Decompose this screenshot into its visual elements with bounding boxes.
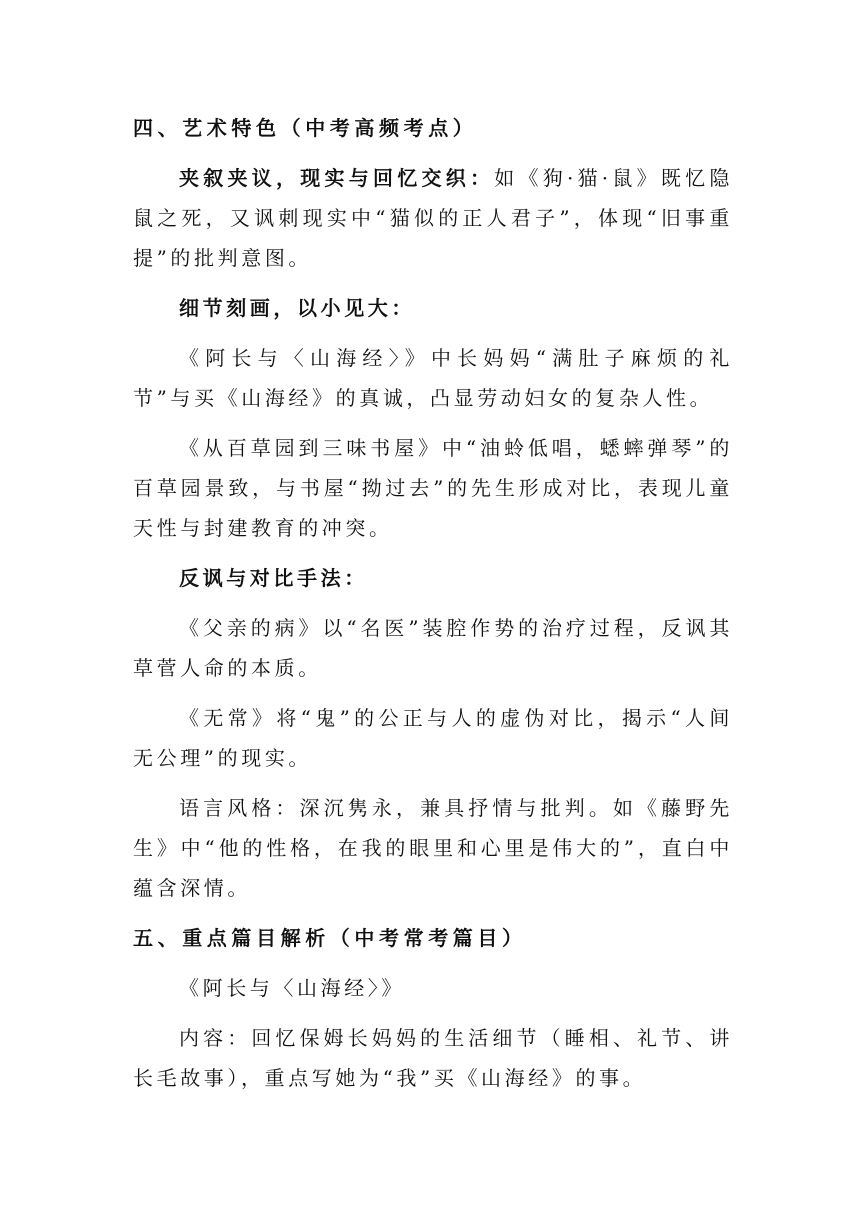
paragraph-wuchang-example: 《无常》将“鬼”的公正与人的虚伪对比，揭示“人间无公理”的现实。 <box>133 706 733 770</box>
section-heading-art-features: 四、艺术特色（中考高频考点） <box>133 116 478 140</box>
paragraph-content-summary: 内容：回忆保姆长妈妈的生活细节（睡相、礼节、讲长毛故事），重点写她为“我”买《山海经》的事。 <box>133 1026 733 1090</box>
paragraph-language-style: 语言风格：深沉隽永，兼具抒情与批判。如《藤野先生》中“他的性格，在我的眼里和心里是伟大的”，直白中蕴含深情。 <box>133 796 733 900</box>
document-page <box>133 108 733 1108</box>
paragraph-a-chang-example: 《阿长与〈山海经〉》中长妈妈“满肚子麻烦的礼节”与买《山海经》的真诚，凸显劳动妇女的复杂人性。 <box>133 346 733 410</box>
paragraph-lead-detail-portrayal: 细节刻画，以小见大： <box>179 296 415 320</box>
paragraph-lead-irony-contrast: 反讽与对比手法： <box>179 566 368 590</box>
paragraph-text-title: 《阿长与〈山海经〉》 <box>179 976 405 1000</box>
paragraph-lead: 夹叙夹议，现实与回忆交织： <box>179 166 495 190</box>
section-heading-key-texts: 五、重点篇目解析（中考常考篇目） <box>133 926 527 950</box>
paragraph-body: 如《狗·猫·鼠》既忆隐鼠之死，又讽刺现实中“猫似的正人君子”，体现“旧事重提”的批判意图。 <box>133 166 733 270</box>
paragraph-father-illness-example: 《父亲的病》以“名医”装腔作势的治疗过程，反讽其草菅人命的本质。 <box>133 616 733 680</box>
paragraph-narration-and-commentary <box>133 158 733 278</box>
paragraph-baicaoyuan-example: 《从百草园到三味书屋》中“油蛉低唱，蟋蟀弹琴”的百草园景致，与书屋“拗过去”的先生形成对比，表现儿童天性与封建教育的冲突。 <box>133 436 733 540</box>
